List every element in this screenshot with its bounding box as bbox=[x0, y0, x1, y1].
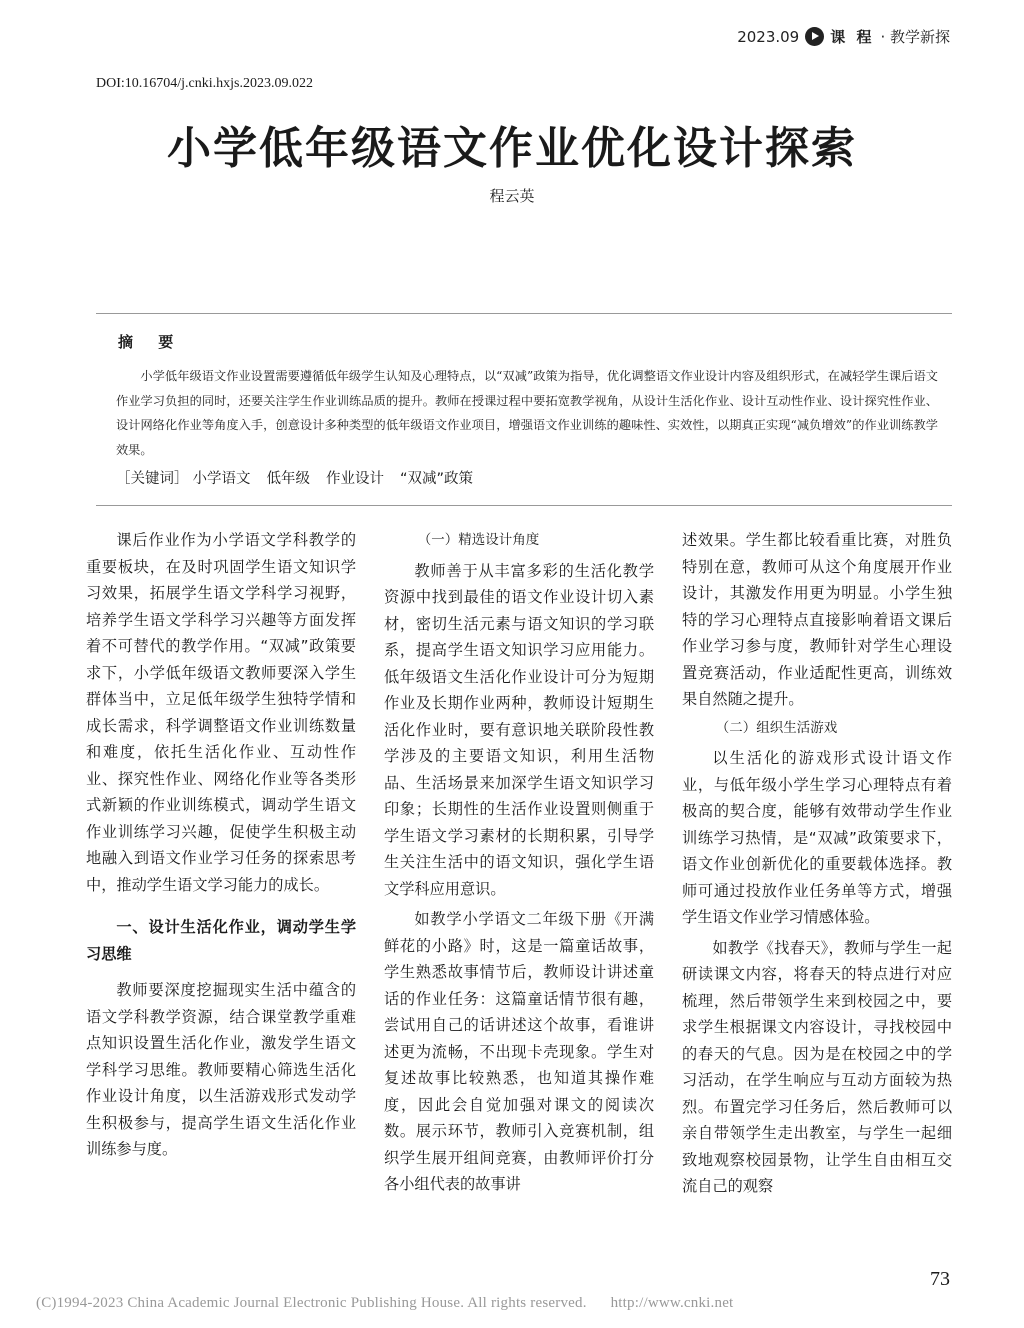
keywords-label: ［关键词］ bbox=[116, 471, 189, 487]
issue-date: 2023.09 bbox=[737, 27, 800, 46]
paragraph: 如教学《找春天》，教师与学生一起研读课文内容，将春天的特点进行对应梳理，然后带领学生来到校园之中，要求学生根据课文内容设计，寻找校园中的春天的气息。因为是在校园之中的学习活动，在学生响应与互动方面较为热烈。布置完学习任务后，然后教师可以亲自带领学生走出教室，与学生一起细致地观察校园景物，让学生自由相互交流自己的观察 bbox=[682, 938, 952, 1195]
keyword: 作业设计 bbox=[326, 471, 384, 487]
abstract-label: 摘 要 bbox=[118, 333, 184, 351]
keyword: 小学语文 bbox=[192, 471, 251, 487]
paragraph: 以生活化的游戏形式设计语文作业，与低年级小学生学习心理特点有着极高的契合度，能够有效带动学生作业训练学习热情，是“双减”政策要求下，语文作业创新优化的重要载体选择。教师可通过投放作业任务单等方式，增强学生语文作业学习情感体验。 bbox=[682, 749, 952, 926]
body-column-1 bbox=[86, 527, 356, 1163]
paragraph: 述效果。学生都比较看重比赛，对胜负特别在意，教师可从这个角度展开作业设计，其激发作用更为明显。小学生独特的学习心理特点直接影响着语文课后作业学习参与度，教师针对学生心理设置竞赛活动，作业适配性更高，训练效果自然随之提升。 bbox=[682, 531, 952, 708]
paragraph: 教师要深度挖掘现实生活中蕴含的语文学科教学资源，结合课堂教学重难点知识设置生活化作业，激发学生语文学科学习思维。教师要精心筛选生活化作业设计角度，以生活游戏形式发动学生积极参与，提高学生语文生活化作业训练参与度。 bbox=[86, 981, 356, 1158]
body-column-3 bbox=[682, 527, 952, 1200]
body-column-2 bbox=[384, 527, 654, 1198]
page-number: 73 bbox=[930, 1268, 950, 1290]
keyword: 低年级 bbox=[266, 471, 310, 487]
keyword: “双减”政策 bbox=[400, 471, 474, 487]
copyright-text: (C)1994-2023 China Academic Journal Electronic Publishing House. All rights reserved. bbox=[36, 1295, 587, 1311]
divider-bottom bbox=[96, 505, 952, 506]
article-title: 小学低年级语文作业优化设计探索 bbox=[167, 123, 857, 174]
abstract-text: 小学低年级语文作业设置需要遵循低年级学生认知及心理特点，以“双减”政策为指导，优化调整语文作业设计内容及组织形式，在减轻学生课后语文作业学习负担的同时，还要关注学生作业训练品质的提升。教师在授课过程中要拓宽教学视角，从设计生活化作业、设计互动性作业、设计探究性作业、设计网络化作业等角度入手，创意设计多种类型的低年级语文作业项目，增强语文作业训练的趣味性、实效性，以期真正实现“减负增效”的作业训练教学效果。 bbox=[116, 369, 938, 457]
section-name: 课 程 bbox=[830, 28, 875, 46]
running-header bbox=[737, 26, 950, 47]
paragraph: 教师善于从丰富多彩的生活化教学资源中找到最佳的语文作业设计切入素材，密切生活元素与语文知识的学习联系，提高学生语文知识学习应用能力。低年级语文生活化作业设计可分为短期作业及长期作业两种，教师设计短期生活化作业时，要有意识地关联阶段性教学涉及的主要语文知识，利用生活物品、生活场景来加深学生语文知识学习印象；长期性的生活作业设置则侧重于学生语文学习素材的长期积累，引导学生关注生活中的语文知识，强化学生语文学科应用意识。 bbox=[384, 561, 654, 898]
subsection-name: · 教学新探 bbox=[880, 28, 950, 46]
doi: DOI:10.16704/j.cnki.hxjs.2023.09.022 bbox=[96, 76, 313, 91]
footer-url[interactable]: http://www.cnki.net bbox=[610, 1295, 734, 1311]
play-icon bbox=[805, 27, 824, 46]
paragraph: 如教学小学语文二年级下册《开满鲜花的小路》时，这是一篇童话故事，学生熟悉故事情节后，教师设计讲述童话的作业任务：这篇童话情节很有趣，尝试用自己的话讲述这个故事，看谁讲述更为流畅，不出现卡壳现象。学生对复述故事比较熟悉，也知道其操作难度，因此会自觉加强对课文的阅读次数。展示环节，教师引入竞赛机制，组织学生展开组间竞赛，由教师评价打分各小组代表的故事讲 bbox=[384, 910, 654, 1193]
keywords bbox=[116, 467, 489, 488]
divider-top bbox=[96, 313, 952, 314]
copyright-footer bbox=[36, 1295, 733, 1312]
author: 程云英 bbox=[489, 187, 535, 205]
subsection-heading: （二）组织生活游戏 bbox=[715, 719, 838, 736]
paragraph: 课后作业作为小学语文学科教学的重要板块，在及时巩固学生语文知识学习效果，拓展学生语文学科学习视野，培养学生语文学科学习兴趣等方面发挥着不可替代的教学作用。“双减”政策要求下，小学低年级语文教师要深入学生群体当中，立足低年级学生独特学情和成长需求，科学调整语文作业训练数量和难度，依托生活化作业、互动性作业、探究性作业、网络化作业等各类形式新颖的作业训练模式，调动学生语文作业训练学习兴趣，促使学生积极主动地融入到语文作业学习任务的探索思考中，推动学生语文学习能力的成长。 bbox=[86, 531, 356, 894]
section-heading: 一、设计生活化作业，调动学生学习思维 bbox=[86, 918, 356, 963]
subsection-heading: （一）精选设计角度 bbox=[417, 532, 540, 548]
